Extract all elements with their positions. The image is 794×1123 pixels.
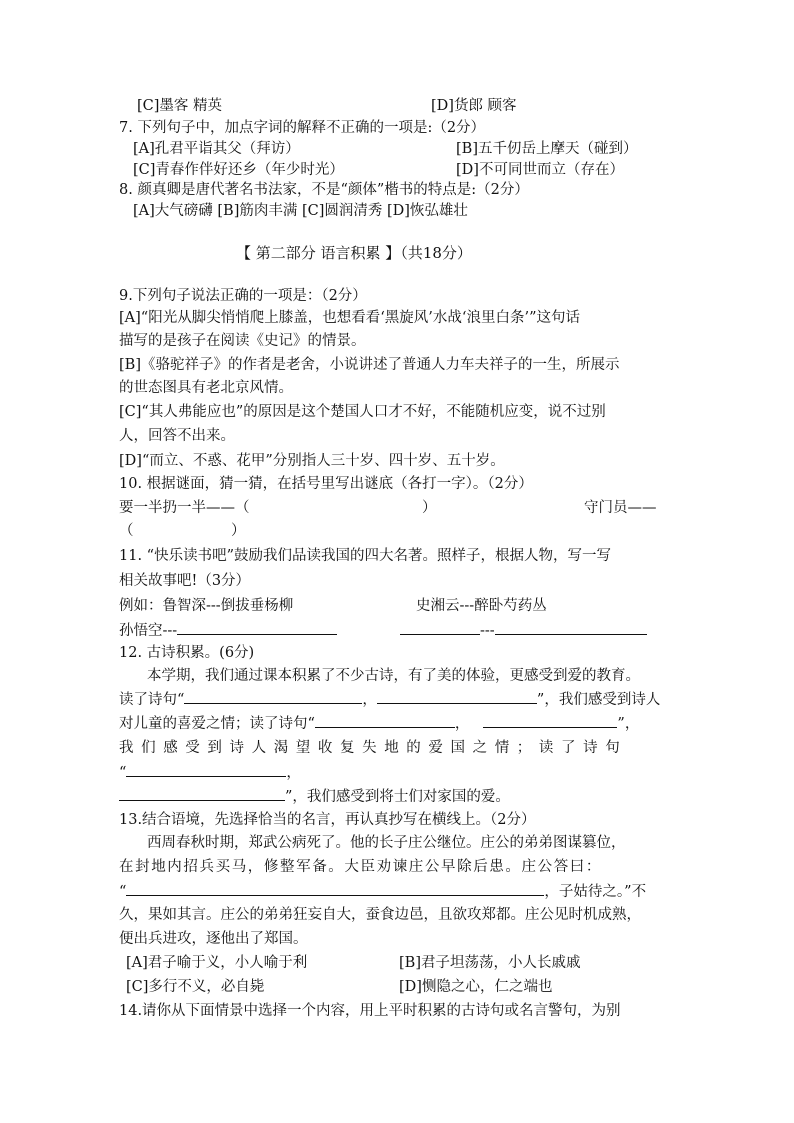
- q12-para-line5: [119, 762, 301, 783]
- q7-option-c: [C]青春作伴好还乡（年少时光）: [133, 162, 344, 178]
- q12-para-line2: [119, 689, 660, 710]
- q9-option-b-line2: 的世态图具有老北京风情。: [119, 380, 293, 396]
- q8-stem: 8. 颜真卿是唐代著名书法家，不是“颜体”楷书的特点是:（2分）: [119, 182, 529, 198]
- q12-para-line6: [119, 786, 510, 807]
- q9-option-d: [D]“而立、不惑、花甲”分别指人三十岁、四十岁、五十岁。: [119, 453, 505, 469]
- q13-option-a: [A]君子喻于义，小人喻于利: [126, 955, 308, 971]
- q12-text: 读了诗句“: [119, 692, 185, 708]
- q10-riddle2: 守门员——: [584, 500, 657, 516]
- q13-option-b: [B]君子坦荡荡，小人长戚戚: [399, 955, 581, 971]
- poem-blank-1[interactable]: [184, 689, 362, 704]
- q13-option-d: [D]恻隐之心，仁之端也: [399, 979, 553, 995]
- quote-blank[interactable]: [126, 881, 544, 896]
- q11-name-blank[interactable]: [400, 620, 480, 635]
- q12-text: ”，我们感受到将士们对家国的爱。: [285, 789, 510, 805]
- q13-option-c: [C]多行不义，必自毙: [126, 979, 265, 995]
- q10-stem: 10. 根据谜面，猜一猜，在括号里写出谜底（各打一字）。（2分）: [119, 476, 533, 492]
- part2-heading: [236, 243, 472, 263]
- q12-text: 对儿童的喜爱之情；读了诗句“: [119, 716, 315, 732]
- q10-riddle2-close: ）: [231, 523, 246, 539]
- q12-comma: ，: [362, 692, 377, 708]
- q11-stem-line1: 11. “快乐读书吧”鼓励我们品读我国的四大名著。照样子，根据人物，写一写: [119, 548, 611, 564]
- q13-text: “: [119, 884, 127, 900]
- q11-item-label: 孙悟空---: [119, 623, 178, 639]
- q10-riddle1: 要一半扔一半——（: [119, 500, 250, 516]
- poem-blank-2[interactable]: [377, 689, 537, 704]
- q11-stem-line2: 相关故事吧!（3分）: [119, 573, 251, 589]
- poem-blank-4[interactable]: [483, 713, 617, 728]
- q6-option-c: [C]墨客 精英: [137, 98, 223, 114]
- poem-blank-3[interactable]: [315, 713, 455, 728]
- q12-comma: ，: [454, 716, 470, 732]
- q12-text: “: [119, 765, 127, 781]
- q6-option-d: [D]货郎 顾客: [431, 98, 517, 114]
- q13-para-line2: 在封地内招兵买马，修整军备。大臣劝谏庄公早除后患。庄公答曰：: [119, 859, 602, 875]
- q9-option-b-line1: [B]《骆驼祥子》的作者是老舍，小说讲述了普通人力车夫祥子的一生，所展示: [119, 357, 620, 373]
- q14-stem: 14.请你从下面情景中选择一个内容，用上平时积累的古诗句或名言警句，为别: [119, 1003, 621, 1019]
- q10-riddle2-open: （: [119, 523, 134, 539]
- q11-example2: 史湘云---醉卧芍药丛: [416, 598, 547, 614]
- q12-comma: ，: [286, 765, 301, 781]
- q12-text: ”，: [617, 716, 640, 732]
- q9-stem: 9.下列句子说法正确的一项是：（2分）: [119, 288, 367, 304]
- q9-option-c-line2: 人，回答不出来。: [119, 428, 235, 444]
- q8-options: [A]大气磅礴 [B]筋肉丰满 [C]圆润清秀 [D]恢弘雄壮: [133, 203, 468, 219]
- q9-option-a-line2: 描写的是孩子在阅读《史记》的情景。: [119, 333, 366, 349]
- q13-para-line5: 便出兵进攻，逐他出了郑国。: [119, 931, 308, 947]
- q9-option-c-line1: [C]“其人弗能应也”的原因是这个楚国人口才不好，不能随机应变，说不过别: [119, 404, 606, 420]
- q12-para-line4: 我们感受到诗人渴望收复失地的爱国之情；读了诗句: [119, 740, 628, 756]
- q12-text: ”，我们感受到诗人: [536, 692, 661, 708]
- q11-answer-blank-2[interactable]: [495, 620, 647, 635]
- q7-option-d: [D]不可同世而立（存在）: [456, 162, 624, 178]
- q7-option-b: [B]五千仞岳上摩天（碰到）: [456, 141, 638, 157]
- q11-example1: 例如：鲁智深---倒拔垂杨柳: [119, 598, 294, 614]
- part2-score: （共18分）: [400, 244, 472, 262]
- q13-para-line3: [119, 881, 646, 902]
- q9-option-a-line1: [A]“阳光从脚尖悄悄爬上膝盖，也想看看‘黑旋风’水战‘浪里白条’”这句话: [119, 310, 581, 326]
- q11-dashes: ---: [480, 623, 495, 639]
- q13-para-line4: 久，果如其言。庄公的弟弟狂妄自大，蚕食边邑，且欲攻郑都。庄公见时机成熟，: [119, 907, 641, 923]
- q12-para-line3: [119, 713, 639, 734]
- q11-item: [119, 620, 337, 641]
- poem-blank-5[interactable]: [126, 762, 286, 777]
- q7-stem: 7. 下列句子中，加点字词的解释不正确的一项是:（2分）: [119, 120, 486, 136]
- q11-answer-blank-1[interactable]: [177, 620, 337, 635]
- q12-stem: 12. 古诗积累。(6分): [119, 645, 255, 661]
- q12-para-line1: 本学期，我们通过课本积累了不少古诗，有了美的体验，更感受到爱的教育。: [147, 668, 640, 684]
- q11-item2: [400, 620, 647, 641]
- q7-option-a: [A]孔君平诣其父（拜访）: [133, 141, 300, 157]
- part2-title: 【 第二部分 语言积累 】: [236, 244, 401, 262]
- poem-blank-6[interactable]: [119, 786, 285, 801]
- q13-stem: 13.结合语境，先选择恰当的名言，再认真抄写在横线上。（2分）: [119, 812, 536, 828]
- q13-para-line1: 西周春秋时期，郑武公病死了。他的长子庄公继位。庄公的弟弟图谋篡位，: [147, 835, 626, 851]
- q13-text: ，子姑待之。”不: [544, 884, 647, 900]
- q10-riddle1-close: ）: [422, 500, 437, 516]
